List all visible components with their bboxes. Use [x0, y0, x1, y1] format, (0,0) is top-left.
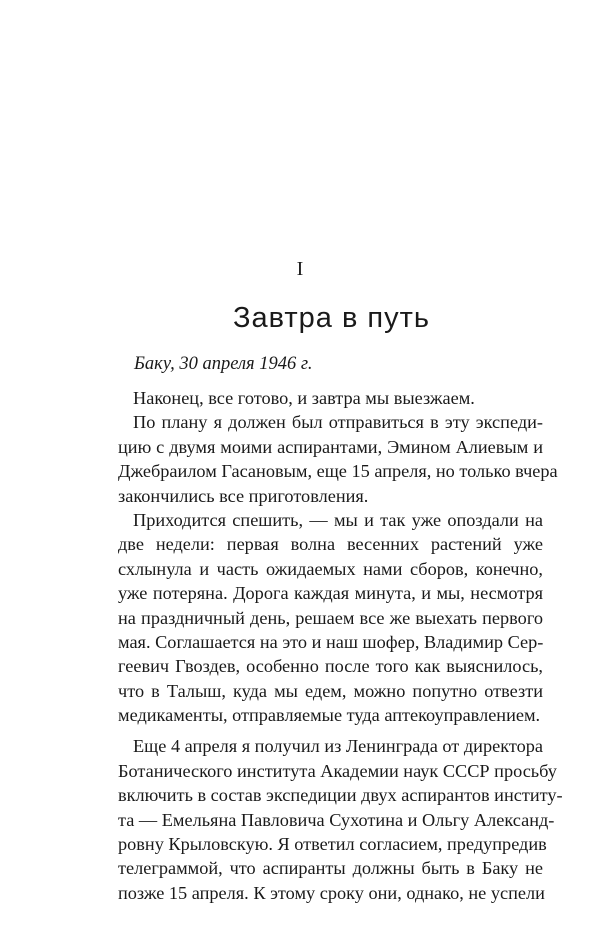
text-line: геевич Гвоздев, особенно после того как выяснилось, [118, 656, 543, 677]
text-line: По плану я должен был отправиться в эту экспеди- [133, 412, 543, 433]
text-line: телеграммой, что аспиранты должны быть в Баку не [118, 858, 543, 879]
text-line: цию с двумя моими аспирантами, Эмином Алиевым и [118, 436, 543, 457]
body-text [118, 386, 563, 905]
text-line: что в Талыш, куда мы едем, можно попутно отвезти [118, 680, 543, 701]
text-line: схлынула и часть ожидаемых нами сборов, конечно, [118, 558, 543, 579]
text-line: ровну Крыловскую. Я ответил согласием, предупредив [118, 834, 547, 855]
chapter-title: Завтра в путь [232, 302, 431, 334]
text-line: Ботанического института Академии наук СССР просьбу [118, 760, 557, 781]
text-line: Наконец, все готово, и завтра мы выезжаем. [133, 388, 475, 408]
text-line: на праздничный день, решаем все же выехать первого [118, 607, 543, 628]
text-line: та — Емельяна Павловича Сухотина и Ольгу Александ- [118, 809, 555, 830]
text-line: медикаменты, отправляемые туда аптекоуправлением. [118, 705, 541, 726]
chapter-number: I [296, 258, 304, 280]
text-line: Приходится спешить, — мы и так уже опоздали на [133, 509, 543, 530]
dateline: Баку, 30 апреля 1946 г. [134, 354, 313, 374]
text-line: две недели: первая волна весенних растений уже [118, 534, 543, 555]
text-line: мая. Соглашается на это и наш шофер, Владимир Сер- [118, 631, 544, 652]
text-line: Джебраилом Гасановым, еще 15 апреля, но только вчера [118, 461, 558, 482]
text-line: Еще 4 апреля я получил из Ленинграда от директора [133, 736, 543, 757]
text-line: закончились все приготовления. [118, 485, 369, 506]
text-line: позже 15 апреля. К этому сроку они, однако, не успели [118, 882, 545, 903]
text-line: уже потеряна. Дорога каждая минута, и мы, несмотря [118, 583, 543, 604]
text-line: включить в состав экспедиции двух аспирантов институ- [118, 785, 563, 806]
